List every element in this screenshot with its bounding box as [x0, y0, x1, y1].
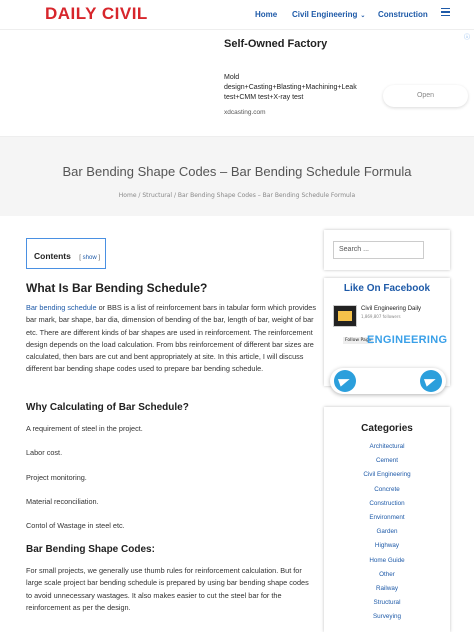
category-link[interactable]: Concrete	[374, 485, 400, 493]
toc-show-link[interactable]: show	[82, 255, 97, 261]
nav-home[interactable]: Home	[255, 10, 278, 19]
telegram-icon[interactable]	[420, 370, 442, 392]
toc-bracket-open: [	[79, 255, 81, 261]
telegram-icon[interactable]	[334, 370, 356, 392]
ad-info-icon[interactable]: ⓘ	[463, 34, 470, 41]
ad-title[interactable]: Self-Owned Factory	[224, 38, 328, 50]
facebook-widget-title: Like On Facebook	[343, 283, 431, 294]
breadcrumb-structural[interactable]: Structural	[142, 192, 173, 199]
nav-civil-engineering[interactable]	[292, 10, 365, 19]
facebook-page-name[interactable]: Civil Engineering Daily	[361, 306, 422, 312]
category-link[interactable]: Structural	[373, 599, 401, 607]
telegram-bar[interactable]	[330, 368, 446, 394]
category-link[interactable]: Construction	[369, 499, 405, 507]
facebook-cover	[333, 333, 448, 353]
heading-shape-codes: Bar Bending Shape Codes:	[26, 544, 155, 555]
paragraph-what-text: or BBS is a list of reinforcement bars in tabular form which provides bar mark, bar shape, bar dia, dimension of bending of the bar, length of bar, weight of bar etc. There are different kinds of bar shapes are used in reinforcement. The reinforcement design depends on the load calculation. From bbs reinforcement of different bar sizes are calculated, then bars are cut and bent appropriately at site. In this article, I will discuss different bar bending shape codes used to prepare bar bending schedule.	[26, 303, 316, 374]
facebook-page-card[interactable]	[333, 303, 443, 331]
search-input[interactable]: Search ...	[333, 241, 424, 259]
category-link[interactable]: Surveying	[372, 613, 401, 621]
hamburger-icon[interactable]	[441, 8, 450, 16]
facebook-cover-brand: ENGINEERING	[367, 334, 448, 346]
category-link[interactable]: Civil Engineering	[363, 471, 411, 479]
breadcrumb-sep: /	[172, 192, 178, 199]
site-header	[0, 0, 474, 30]
category-link[interactable]: Home Guide	[369, 556, 405, 564]
toc-title: Contents	[34, 251, 71, 261]
categories-list	[324, 443, 450, 627]
category-link[interactable]: Highway	[374, 542, 400, 550]
paragraph-what-is-bbs	[26, 302, 316, 376]
category-link[interactable]: Architectural	[369, 443, 405, 450]
category-link[interactable]: Other	[379, 570, 395, 578]
category-link[interactable]: Railway	[375, 584, 399, 592]
categories-title: Categories	[361, 423, 413, 434]
why-item: Labor cost.	[26, 448, 63, 457]
page-title: Bar Bending Shape Codes – Bar Bending Schedule Formula	[62, 164, 412, 179]
toc-toggle	[79, 255, 100, 261]
facebook-page-avatar	[333, 305, 357, 327]
categories-widget	[324, 407, 450, 632]
category-link[interactable]: Cement	[375, 457, 399, 465]
paragraph-shape-codes: For small projects, we generally use thumb rules for reinforcement calculation. But for large scale project bar bending schedule is prepared by using bar bending shape codes to avoid unnecessary wastages. It also makes easier to cut the steel bar for the reinforcement as per the design.	[26, 566, 309, 612]
toc-bracket-close: ]	[98, 255, 100, 261]
ad-body: Mold design+Casting+Blasting+Machining+Leak test+CMM test+X-ray test	[224, 74, 357, 101]
facebook-follow-button[interactable]: Follow Page	[345, 338, 372, 343]
why-item: Contol of Wastage in steel etc.	[26, 521, 125, 530]
table-of-contents	[26, 238, 106, 269]
why-item: Project monitoring.	[26, 473, 87, 482]
breadcrumb	[0, 192, 474, 199]
category-link[interactable]: Environment	[369, 513, 405, 521]
breadcrumb-current: Bar Bending Shape Codes – Bar Bending Schedule Formula	[177, 192, 356, 199]
heading-what-is-bbs: What Is Bar Bending Schedule?	[26, 281, 208, 295]
heading-why-calculating: Why Calculating of Bar Schedule?	[26, 402, 189, 413]
nav-civil-engineering-label: Civil Engineering	[292, 10, 358, 19]
nav-construction[interactable]: Construction	[378, 10, 428, 19]
sidebar	[324, 230, 450, 632]
why-item: Material reconciliation.	[26, 497, 99, 506]
chevron-down-icon: ⌄	[360, 13, 366, 19]
breadcrumb-home[interactable]: Home	[118, 192, 137, 199]
category-link[interactable]: Garden	[376, 528, 398, 536]
breadcrumb-sep: /	[136, 192, 143, 199]
site-logo[interactable]: DAILY CIVIL	[45, 4, 148, 23]
ad-open-button[interactable]: Open	[383, 85, 468, 107]
ad-domain: xdcasting.com	[224, 109, 266, 116]
facebook-followers: 1,869,807 followers	[361, 314, 401, 319]
search-widget	[324, 230, 450, 270]
facebook-widget	[324, 278, 450, 386]
why-item: A requirement of steel in the project.	[26, 424, 143, 433]
bar-bending-schedule-link[interactable]: Bar bending schedule	[26, 303, 97, 312]
